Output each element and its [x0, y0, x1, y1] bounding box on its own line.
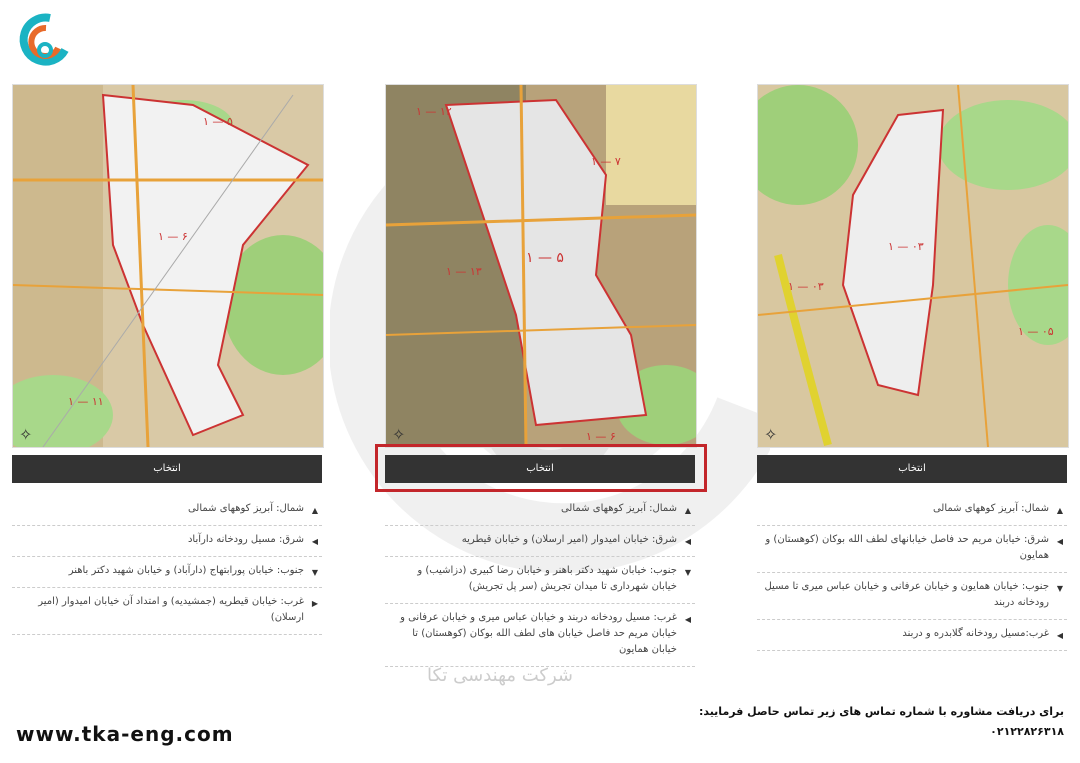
map-label: ۱ — ۰۵ [1018, 325, 1054, 338]
compass-icon: ✧ [392, 425, 406, 444]
compass-icon: ✧ [19, 425, 33, 444]
district-card-middle [385, 84, 695, 667]
triangle-up-icon: ▲ [1056, 506, 1063, 515]
boundary-north: ▲ شمال: آبریز کوههای شمالی [385, 495, 695, 526]
triangle-up-icon: ▲ [311, 506, 318, 515]
district-card-right [757, 84, 1067, 651]
map-label: ۱ — ۷ [591, 155, 621, 168]
boundary-west: ◀ غرب:مسیل رودخانه گلابدره و دربند [757, 620, 1067, 651]
map-label: ۱ — ۶ [586, 430, 616, 443]
triangle-up-icon: ▲ [684, 506, 691, 515]
phone-number[interactable]: ۰۲۱۲۲۸۲۶۳۱۸ [990, 725, 1064, 738]
website-url[interactable]: www.tka-eng.com [16, 722, 234, 746]
select-button[interactable]: انتخاب [12, 455, 322, 483]
map-label: ۱ — ۶ [158, 230, 188, 243]
triangle-down-icon: ▼ [311, 568, 318, 577]
boundary-south: ▼ جنوب: خیابان همایون و خیابان عرفانی و خیابان عباس میری تا مسیل رودخانه دربند [757, 573, 1067, 620]
logo-icon [10, 10, 80, 70]
boundary-south: ▼ جنوب: خیابان شهید دکتر باهنر و خیابان رضا کبیری (دزاشیب) و خیابان شهرداری تا میدان تجریش (سر پل تجریش) [385, 557, 695, 604]
triangle-left-icon: ◀ [684, 537, 691, 546]
district-map[interactable] [385, 84, 697, 448]
map-label: ۱ — ۱۱ [68, 395, 104, 408]
map-label: ۱ — ۰۳ [788, 280, 824, 293]
triangle-right-icon: ▶ [311, 599, 318, 608]
district-map[interactable] [12, 84, 324, 448]
boundary-west: ▶ غرب: خیابان قیطریه (جمشیدیه) و امتداد آن خیابان امیدوار (امیر ارسلان) [12, 588, 322, 635]
triangle-left-icon: ◀ [1056, 537, 1063, 546]
boundary-south: ▼ جنوب: خیابان پورابتهاج (دارآباد) و خیابان شهید دکتر باهنر [12, 557, 322, 588]
district-map[interactable] [757, 84, 1069, 448]
selected-highlight [375, 444, 707, 492]
boundary-list [12, 495, 322, 635]
triangle-right-icon: ◀ [684, 615, 691, 624]
boundary-east: ◀ شرق: مسیل رودخانه دارآباد [12, 526, 322, 557]
map-label: ۱ — ۱۳ [446, 265, 482, 278]
select-button[interactable]: انتخاب [757, 455, 1067, 483]
triangle-down-icon: ▼ [684, 568, 691, 577]
boundary-east: ◀ شرق: خیابان مریم حد فاصل خیابانهای لطف الله بوکان (کوهستان) و همایون [757, 526, 1067, 573]
map-label: ۱ — ۵ [203, 115, 233, 128]
map-label: ۱ — ۵ [526, 250, 564, 266]
select-button[interactable]: انتخاب [385, 455, 695, 483]
map-label: ۱ — ۰۳ [888, 240, 924, 253]
triangle-left-icon: ◀ [1056, 631, 1063, 640]
triangle-down-icon: ▼ [1056, 584, 1063, 593]
boundary-list [757, 495, 1067, 651]
triangle-left-icon: ◀ [311, 537, 318, 546]
contact-text: برای دریافت مشاوره با شماره تماس های زیر تماس حاصل فرمایید: [698, 705, 1064, 718]
boundary-north: ▲ شمال: آبریز کوههای شمالی [12, 495, 322, 526]
boundary-list [385, 495, 695, 667]
boundary-north: ▲ شمال: آبریز کوههای شمالی [757, 495, 1067, 526]
map-label: ۱ — ۱۲ [416, 105, 452, 118]
contact-info [699, 702, 1064, 742]
district-card-left [12, 84, 322, 635]
boundary-west: ◀ غرب: مسیل رودخانه دربند و خیابان عباس میری و خیابان عرفانی و خیابان مریم حد فاصل خیابان های لطف الله بوکان (کوهستان) تا خیابان همایون [385, 604, 695, 667]
watermark-text: شرکت مهندسی تکا [426, 665, 574, 686]
compass-icon: ✧ [764, 425, 778, 444]
boundary-east: ◀ شرق: خیابان امیدوار (امیر ارسلان) و خیابان قیطریه [385, 526, 695, 557]
